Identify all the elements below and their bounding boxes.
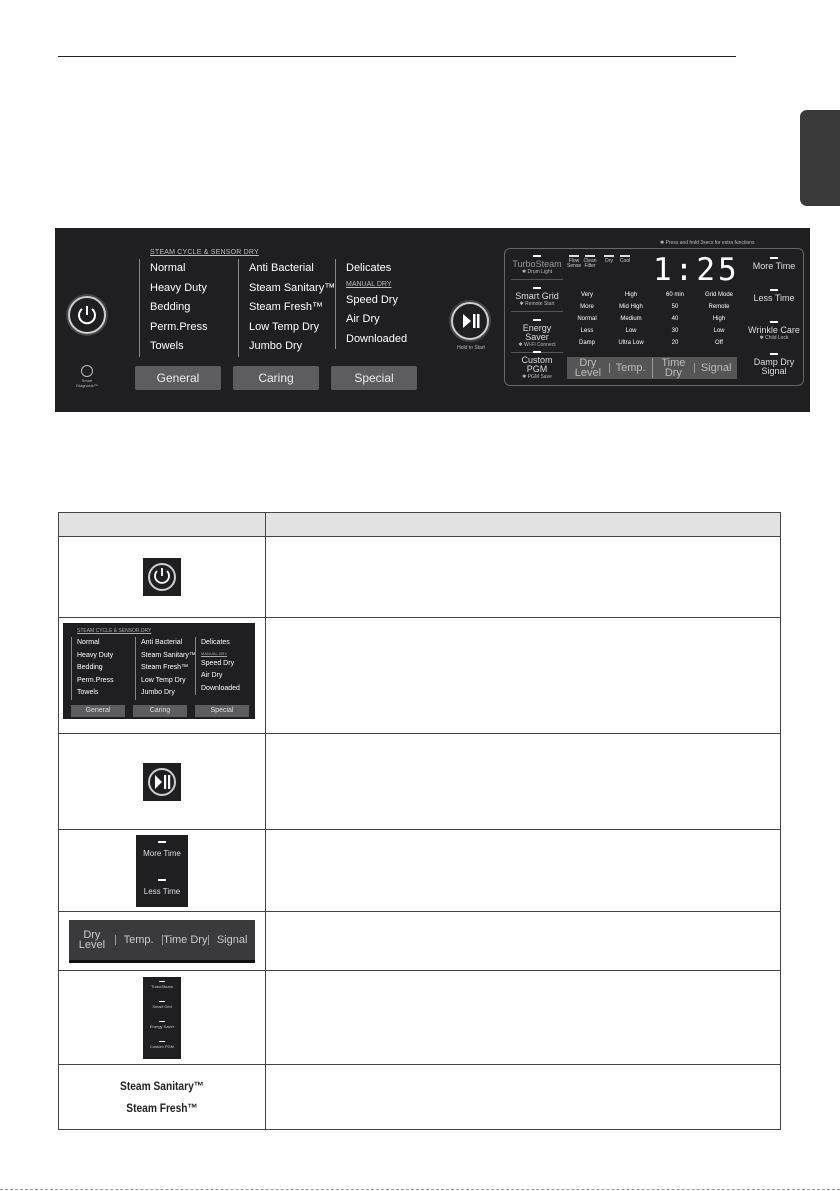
custom-pgm-button[interactable] xyxy=(511,351,563,380)
steam-sanitary-label: Steam Sanitary™ xyxy=(120,1079,204,1093)
table-cell xyxy=(266,912,781,971)
option-label: Wrinkle Care xyxy=(748,325,800,335)
general-button[interactable]: General xyxy=(135,366,221,390)
table-row xyxy=(59,1065,781,1130)
table-row xyxy=(59,830,781,912)
cycle-option: Air Dry xyxy=(201,672,223,680)
temp-label: Temp. xyxy=(115,935,162,945)
manual-dry-header: MANUAL DRY xyxy=(201,650,228,656)
clean-filter-indicator: Clean Filter xyxy=(583,255,597,269)
cycle-column-2 xyxy=(135,637,196,700)
cycle-selector-thumbnail xyxy=(63,623,255,719)
grid-cell: Off xyxy=(715,340,723,346)
cycle-option[interactable]: Low Temp Dry xyxy=(249,320,320,333)
cycle-option[interactable]: Steam Sanitary™ xyxy=(249,281,336,294)
indicator-led xyxy=(770,257,778,259)
caring-button: Caring xyxy=(133,705,187,717)
option-sub-label: ✱ PGM Save xyxy=(522,374,552,380)
grid-cell: Normal xyxy=(577,316,597,322)
cycle-option: Heavy Duty xyxy=(77,651,114,659)
grid-cell: Very xyxy=(580,292,593,298)
header-rule xyxy=(58,56,736,57)
time-display: 1:25 xyxy=(653,252,740,288)
grid-cell: High xyxy=(712,316,726,322)
grid-cell: High xyxy=(624,292,638,298)
power-thumb-cell xyxy=(59,537,266,618)
controls-table xyxy=(58,512,781,1130)
press-hold-note: ✱ Press and hold 3secs for extra functions xyxy=(660,240,755,246)
cycle-column-3 xyxy=(335,259,407,349)
cycle-option: Downloaded xyxy=(201,684,240,692)
cycle-header: STEAM CYCLE & SENSOR DRY xyxy=(77,628,152,634)
grid-cell: More xyxy=(580,304,594,310)
play-pause-icon xyxy=(453,304,487,338)
indicator-led xyxy=(770,353,778,355)
option-label: Less Time xyxy=(753,293,795,303)
table-row xyxy=(59,734,781,830)
cycle-option[interactable]: Speed Dry xyxy=(346,293,398,306)
grid-cell: Damp xyxy=(578,340,595,346)
time-buttons-thumbnail xyxy=(136,835,188,907)
indicator-led xyxy=(533,319,541,321)
flow-sense-indicator: Flow Sense xyxy=(567,255,581,269)
grid-row xyxy=(565,301,741,313)
smart-diagnosis[interactable] xyxy=(75,365,99,388)
display-area xyxy=(504,248,804,386)
special-options-thumbnail xyxy=(143,977,181,1059)
cycle-option: Steam Sanitary™ xyxy=(141,651,196,659)
option-label: Custom PGM xyxy=(521,355,553,374)
dry-level-button[interactable]: Dry Level xyxy=(574,357,602,379)
option-sub-label: ✱ Child Lock xyxy=(759,335,789,341)
smart-diagnosis-icon xyxy=(81,365,93,377)
grid-cell: 60 min xyxy=(665,292,684,298)
table-cell xyxy=(266,971,781,1065)
signal-label: Signal xyxy=(208,935,255,945)
cycle-option: Delicates xyxy=(201,639,230,646)
grid-cell: Ultra Low xyxy=(618,340,644,346)
energy-saver-button[interactable] xyxy=(511,319,563,353)
left-options-thumb-cell xyxy=(59,971,266,1065)
cycle-column-2 xyxy=(238,259,335,357)
wrinkle-care-button[interactable] xyxy=(746,321,802,341)
grid-cell: Mid High xyxy=(619,304,643,310)
option-label: More Time xyxy=(752,261,796,271)
options-thumb-cell xyxy=(59,912,266,971)
manual-dry-header: MANUAL DRY xyxy=(346,280,392,288)
steam-cycles-thumb-cell xyxy=(59,1065,266,1130)
cycle-column-3 xyxy=(195,637,240,695)
grid-cell: 30 xyxy=(671,328,679,334)
cycle-option[interactable]: Perm.Press xyxy=(150,320,208,333)
general-button: General xyxy=(71,705,125,717)
grid-cell: Grid Mode xyxy=(704,292,733,298)
cycle-option[interactable]: Delicates xyxy=(346,262,392,274)
option-label: Smart Grid xyxy=(515,291,559,301)
cycle-option: Low Temp Dry xyxy=(141,676,186,684)
time-thumb-cell xyxy=(59,830,266,912)
option-selector-bar xyxy=(567,357,737,379)
cycle-option: Jumbo Dry xyxy=(141,689,175,697)
option-label: TurboSteam xyxy=(151,983,173,989)
indicator-led xyxy=(533,351,541,353)
play-pause-icon xyxy=(143,763,181,801)
indicator-led xyxy=(770,289,778,291)
cycle-option: Bedding xyxy=(77,664,103,672)
special-button: Special xyxy=(195,705,249,717)
option-sub-label: ✱ Remote Start xyxy=(519,301,555,307)
option-sub-label: ✱ Drum Light xyxy=(521,269,553,275)
table-header xyxy=(266,513,781,537)
table-row xyxy=(59,618,781,734)
cycle-option[interactable]: Heavy Duty xyxy=(150,281,207,294)
smart-diagnosis-label: Smart Diagnosis™ xyxy=(76,378,98,388)
signal-button[interactable]: Signal xyxy=(694,363,737,373)
table-row xyxy=(59,912,781,971)
option-label: Energy Saver xyxy=(522,323,552,342)
cycle-option[interactable]: Towels xyxy=(150,340,184,353)
grid-cell: Less xyxy=(580,328,594,334)
cycle-thumb-cell xyxy=(59,618,266,734)
power-icon xyxy=(143,558,181,596)
grid-cell: 50 xyxy=(671,304,679,310)
table-header xyxy=(59,513,266,537)
grid-cell: 20 xyxy=(671,340,679,346)
dry-indicator: Dry xyxy=(603,255,615,264)
cycle-option: Normal xyxy=(77,639,100,646)
option-label: Damp Dry Signal xyxy=(753,357,795,376)
power-button[interactable] xyxy=(68,296,106,334)
indicator-led xyxy=(770,321,778,323)
cool-indicator: Cool xyxy=(619,255,631,264)
indicator-led xyxy=(533,287,541,289)
table-cell xyxy=(266,830,781,912)
grid-row xyxy=(565,337,741,349)
grid-cell: Medium xyxy=(620,316,642,322)
caring-button[interactable]: Caring xyxy=(233,366,319,390)
cycle-option: Anti Bacterial xyxy=(141,639,183,646)
power-icon xyxy=(70,298,104,332)
turbosteam-button[interactable] xyxy=(511,255,563,280)
table-row xyxy=(59,971,781,1065)
start-pause-thumbnail xyxy=(143,763,181,801)
start-pause-button[interactable] xyxy=(451,302,489,340)
temp-button[interactable]: Temp. xyxy=(609,363,652,373)
grid-row xyxy=(565,325,741,337)
option-label: TurboSteam xyxy=(512,259,562,269)
cycle-option: Towels xyxy=(77,689,99,697)
option-label: Smart Grid xyxy=(152,1003,172,1009)
cycle-option[interactable]: Jumbo Dry xyxy=(249,340,303,353)
time-dry-button[interactable]: Time Dry xyxy=(652,358,695,378)
table-cell xyxy=(266,537,781,618)
cycle-option[interactable]: Anti Bacterial xyxy=(249,262,314,274)
less-time-label: Less Time xyxy=(143,886,181,896)
option-sub-label: ✱ Wi-Fi Connect xyxy=(518,342,556,348)
grid-cell: Remote xyxy=(708,304,730,310)
cycle-option[interactable]: Normal xyxy=(150,262,186,274)
table-cell xyxy=(266,1065,781,1130)
option-level-grid xyxy=(565,289,741,349)
grid-cell: Low xyxy=(713,328,725,334)
grid-row xyxy=(565,289,741,301)
more-time-label: More Time xyxy=(143,848,181,858)
cycle-option[interactable]: Air Dry xyxy=(346,313,380,326)
cycle-column-1 xyxy=(71,637,114,700)
cycle-option[interactable]: Steam Fresh™ xyxy=(249,301,323,314)
table-cell xyxy=(266,618,781,734)
table-cell xyxy=(266,734,781,830)
start-pause-thumb-cell xyxy=(59,734,266,830)
cycle-option[interactable]: Bedding xyxy=(150,301,191,314)
cycle-column-1 xyxy=(139,259,207,357)
dry-level-label: Dry Level xyxy=(78,928,106,951)
special-button[interactable]: Special xyxy=(331,366,417,390)
damp-dry-signal-button[interactable] xyxy=(746,353,802,376)
cycle-option: Speed Dry xyxy=(201,659,235,667)
more-time-button[interactable] xyxy=(746,257,802,271)
grid-cell: Low xyxy=(625,328,637,334)
cycle-option[interactable]: Downloaded xyxy=(346,332,408,345)
time-dry-label: Time Dry xyxy=(163,933,208,946)
cycle-option: Steam Fresh™ xyxy=(141,664,189,672)
smart-grid-button[interactable] xyxy=(511,287,563,312)
option-label: Custom PGM xyxy=(149,1043,174,1049)
control-panel xyxy=(55,228,810,412)
cycle-option: Perm.Press xyxy=(77,676,114,684)
less-time-button[interactable] xyxy=(746,289,802,303)
indicator-led xyxy=(533,255,541,257)
cycle-header: STEAM CYCLE & SENSOR DRY xyxy=(150,249,259,256)
steam-fresh-label: Steam Fresh™ xyxy=(126,1101,198,1115)
power-button-thumbnail xyxy=(143,558,181,596)
grid-row xyxy=(565,313,741,325)
language-side-tab xyxy=(800,110,840,206)
table-row xyxy=(59,537,781,618)
grid-cell: 40 xyxy=(671,316,679,322)
option-buttons-thumbnail xyxy=(69,920,255,963)
hold-to-start-label: Hold to Start xyxy=(457,345,485,351)
option-label: Energy Saver xyxy=(149,1023,175,1029)
